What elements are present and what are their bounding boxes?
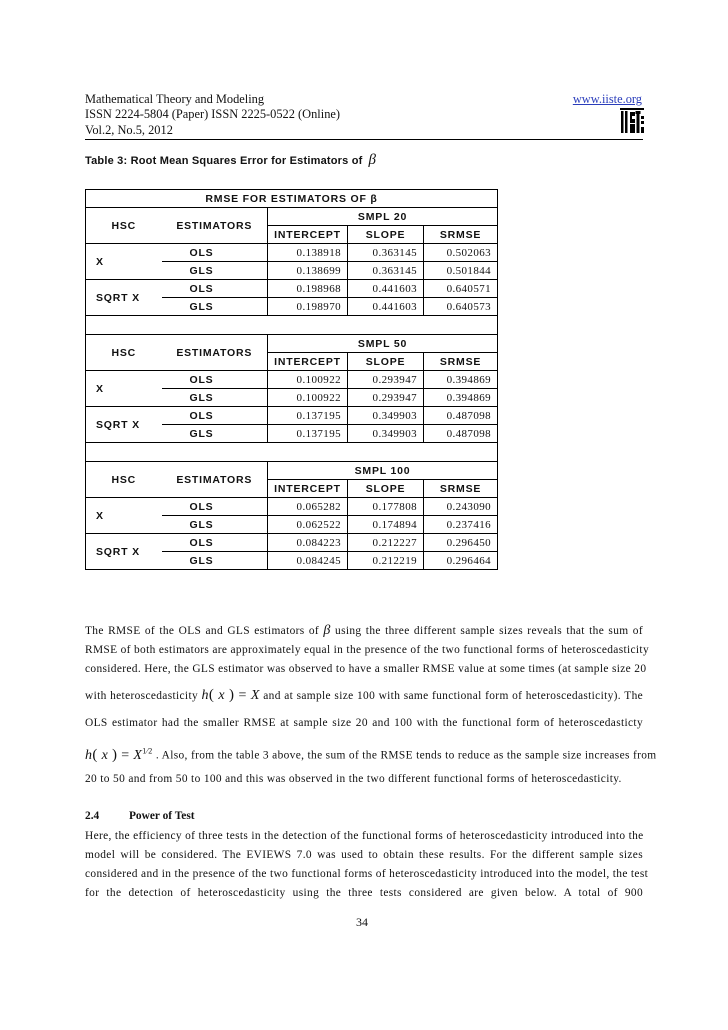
page-number: 34: [356, 915, 368, 929]
spacer-cell: [86, 443, 498, 462]
value-cell: 0.100922: [268, 389, 348, 407]
col-hsc-header: HSC: [86, 208, 162, 244]
value-cell: 0.640571: [424, 280, 498, 298]
sample-size-header: SMPL 50: [268, 335, 498, 353]
paragraph-line: Here, the efficiency of three tests in the detection of the functional forms of heteroscedasticity introduced into the: [85, 830, 644, 842]
value-cell: 0.441603: [348, 298, 424, 316]
value-cell: 0.100922: [268, 371, 348, 389]
math-x: x: [101, 747, 109, 763]
paragraph-text: . Also, from the table 3 above, the sum of the RMSE tends to reduce as the sample size increases from: [155, 749, 657, 762]
sub-header-srmse: SRMSE: [424, 480, 498, 498]
value-cell: 0.394869: [424, 389, 498, 407]
value-cell: 0.198970: [268, 298, 348, 316]
col-estimators-header: ESTIMATORS: [162, 208, 268, 244]
sample-size-header: SMPL 100: [268, 462, 498, 480]
value-cell: 0.177808: [348, 498, 424, 516]
value-cell: 0.349903: [348, 407, 424, 425]
math-hx-eq-sqrt-x: h( x ) = $X^{1⁄2}$: [85, 746, 153, 763]
beta-symbol: β: [323, 623, 331, 638]
col-estimators-header: ESTIMATORS: [162, 462, 268, 498]
value-cell: 0.501844: [424, 262, 498, 280]
journal-title: Mathematical Theory and Modeling: [85, 92, 265, 106]
sub-header-slope: SLOPE: [348, 480, 424, 498]
journal-issn: ISSN 2224-5804 (Paper) ISSN 2225-0522 (Online): [85, 107, 341, 122]
col-hsc-header: HSC: [86, 462, 162, 498]
estimator-cell: OLS: [162, 371, 268, 389]
value-cell: 0.487098: [424, 425, 498, 443]
table-row: [86, 371, 498, 389]
estimator-cell: GLS: [162, 298, 268, 316]
sub-header-srmse: SRMSE: [424, 353, 498, 371]
value-cell: 0.640573: [424, 298, 498, 316]
value-cell: 0.084245: [268, 552, 348, 570]
paragraph-text: with heteroscedasticity: [85, 690, 199, 702]
section-heading: [85, 810, 195, 822]
iiste-logo: [620, 108, 644, 135]
estimator-cell: GLS: [162, 516, 268, 534]
value-cell: 0.212227: [348, 534, 424, 552]
frac-denominator: 2: [148, 746, 153, 755]
table-row: [86, 244, 498, 262]
math-h: h: [201, 688, 209, 703]
estimator-cell: OLS: [162, 407, 268, 425]
sub-header-slope: SLOPE: [348, 226, 424, 244]
hsc-cell: SQRT X: [86, 534, 162, 570]
paragraph-line: OLS estimator had the smaller RMSE at sample size 20 and 100 with the functional form of heteroscedasticty: [85, 717, 643, 729]
math-X: X: [133, 747, 143, 763]
sub-header-intercept: INTERCEPT: [268, 480, 348, 498]
col-estimators-header: ESTIMATORS: [162, 335, 268, 371]
value-cell: 0.296464: [424, 552, 498, 570]
table-caption: [85, 152, 376, 169]
table-row: [86, 280, 498, 298]
value-cell: 0.363145: [348, 244, 424, 262]
estimator-cell: GLS: [162, 262, 268, 280]
estimator-cell: OLS: [162, 498, 268, 516]
value-cell: 0.084223: [268, 534, 348, 552]
math-equals: =: [121, 747, 130, 763]
table-caption-text: Table 3: Root Mean Squares Error for Estimators of: [85, 155, 363, 167]
paragraph-text: The RMSE of the OLS and GLS estimators of: [85, 625, 320, 637]
journal-url-link[interactable]: www.iiste.org: [572, 92, 642, 106]
paragraph-line: [85, 624, 643, 638]
sub-header-srmse: SRMSE: [424, 226, 498, 244]
math-equals: =: [238, 688, 247, 703]
hsc-cell: SQRT X: [86, 407, 162, 443]
beta-symbol: β: [368, 152, 377, 168]
paragraph-text: and at sample size 100 with same functional form of heteroscedasticity). The: [263, 690, 644, 702]
sub-header-slope: SLOPE: [348, 353, 424, 371]
value-cell: 0.441603: [348, 280, 424, 298]
value-cell: 0.394869: [424, 371, 498, 389]
journal-header: [85, 92, 340, 138]
hsc-cell: X: [86, 498, 162, 534]
frac-numerator: 1: [142, 746, 147, 755]
value-cell: 0.212219: [348, 552, 424, 570]
math-x: x: [218, 688, 225, 703]
block-spacer-row: [86, 443, 498, 462]
math-hx-eq-x: h( x ) = X: [201, 687, 260, 703]
value-cell: 0.062522: [268, 516, 348, 534]
estimator-cell: OLS: [162, 534, 268, 552]
paragraph-line: considered. Here, the GLS estimator was observed to have a smaller RMSE value at some times (at sample size 20: [85, 663, 647, 675]
paragraph-line: model will be considered. The EVIEWS 7.0 was used to obtain these results. For the different sample sizes: [85, 849, 643, 861]
table-row: [86, 498, 498, 516]
block-header-row: [86, 208, 498, 226]
section-title: Power of Test: [128, 810, 195, 822]
value-cell: 0.243090: [424, 498, 498, 516]
value-cell: 0.174894: [348, 516, 424, 534]
value-cell: 0.296450: [424, 534, 498, 552]
value-cell: 0.065282: [268, 498, 348, 516]
block-header-row: [86, 335, 498, 353]
value-cell: 0.198968: [268, 280, 348, 298]
hsc-cell: X: [86, 244, 162, 280]
estimator-cell: GLS: [162, 552, 268, 570]
paragraph-line: [85, 744, 657, 763]
paragraph-text: using the three different sample sizes reveals that the sum of: [335, 625, 643, 637]
value-cell: 0.363145: [348, 262, 424, 280]
estimator-cell: GLS: [162, 425, 268, 443]
math-X: X: [250, 688, 260, 703]
value-cell: 0.137195: [268, 425, 348, 443]
journal-volume: Vol.2, No.5, 2012: [85, 122, 173, 137]
value-cell: 0.138918: [268, 244, 348, 262]
value-cell: 0.349903: [348, 425, 424, 443]
spacer-cell: [86, 316, 498, 335]
paragraph-line: considered and in the presence of the two functional forms of heteroscedasticity introduced into the model, the test: [85, 868, 649, 880]
value-cell: 0.137195: [268, 407, 348, 425]
paragraph-line: 20 to 50 and from 50 to 100 and this was observed in the two different functional forms of heteroscedasticity.: [85, 773, 622, 785]
table-title: RMSE FOR ESTIMATORS OF β: [86, 190, 498, 208]
sub-header-intercept: INTERCEPT: [268, 226, 348, 244]
value-cell: 0.502063: [424, 244, 498, 262]
hsc-cell: SQRT X: [86, 280, 162, 316]
estimator-cell: GLS: [162, 389, 268, 407]
estimator-cell: OLS: [162, 280, 268, 298]
value-cell: 0.293947: [348, 389, 424, 407]
value-cell: 0.487098: [424, 407, 498, 425]
math-h: h: [85, 747, 93, 763]
sub-header-intercept: INTERCEPT: [268, 353, 348, 371]
value-cell: 0.293947: [348, 371, 424, 389]
paragraph-line: for the detection of heteroscedasticity using the three tests considered are given below. A total of 900: [85, 887, 643, 899]
table-row: [86, 534, 498, 552]
hsc-cell: X: [86, 371, 162, 407]
rmse-table: [85, 189, 498, 570]
block-header-row: [86, 462, 498, 480]
table-row: [86, 407, 498, 425]
header-rule: [85, 139, 643, 140]
sample-size-header: SMPL 20: [268, 208, 498, 226]
value-cell: 0.237416: [424, 516, 498, 534]
paragraph-line: [85, 688, 643, 703]
value-cell: 0.138699: [268, 262, 348, 280]
col-hsc-header: HSC: [86, 335, 162, 371]
block-spacer-row: [86, 316, 498, 335]
estimator-cell: OLS: [162, 244, 268, 262]
section-number: 2.4: [85, 810, 100, 822]
paragraph-line: RMSE of both estimators are approximately equal in the presence of the two functional forms of heteroscedasticity: [85, 644, 649, 656]
